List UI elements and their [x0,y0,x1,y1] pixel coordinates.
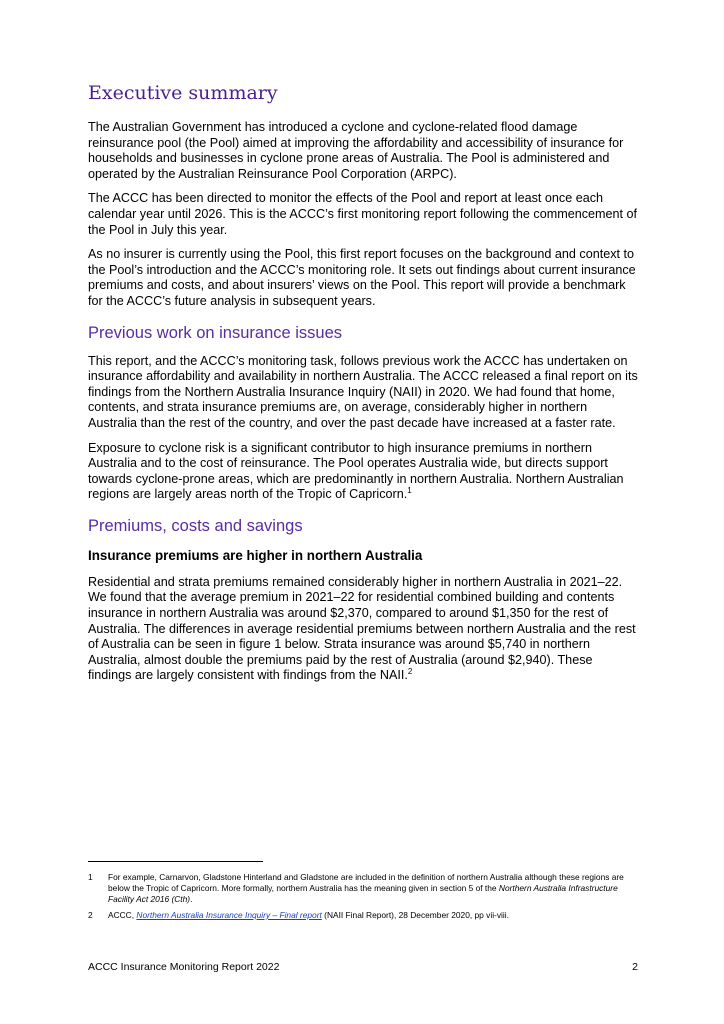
footnote-text [108,910,638,921]
exec-paragraph-2: The ACCC has been directed to monitor the effects of the Pool and report at least once each calendar year until 2026. This is the ACCC’s first monitoring report following the commencement of the Pool in July this year. [88,191,638,237]
footnote-number: 2 [88,910,93,920]
footnote-1-act-title: Northern Australia Infrastructure Facility Act 2016 (Cth) [108,883,618,904]
previous-work-paragraph-1: This report, and the ACCC’s monitoring task, follows previous work the ACCC has undertaken on insurance affordability and availability in northern Australia. The ACCC released a final report on its findings from the Northern Australia Insurance Inquiry (NAII) in 2020. We had found that home, contents, and strata insurance premiums are, on average, considerably higher in northern Australia than the rest of the country, and over the past decade have increased at a faster rate. [88,353,638,430]
footnote-1-text-a: For example, Carnarvon, Gladstone Hinterland and Gladstone are included in the definition of northern Australia although these regions are below the Tropic of Capricorn. More formally, northern Australia has the meaning given in section 5 of the [108,872,624,893]
footnote-ref-2[interactable]: 2 [407,667,413,677]
premiums-paragraph-1 [88,575,638,684]
footnote-1 [88,872,638,905]
exec-paragraph-1: The Australian Government has introduced a cyclone and cyclone-related flood damage reinsurance pool (the Pool) aimed at improving the affordability and accessibility of insurance for households and businesses in cyclone prone areas of Australia. The Pool is administered and operated by the Australian Reinsurance Pool Corporation (ARPC). [88,120,624,181]
exec-paragraph-3: As no insurer is currently using the Pool, this first report focuses on the background and context to the Pool’s introduction and the ACCC’s monitoring role. It sets out findings about current insurance premiums and costs, and about insurers’ views on the Pool. This report will provide a benchmark for the ACCC’s future analysis in subsequent years. [88,247,636,308]
page-number: 2 [632,961,638,973]
premiums-subheading: Insurance premiums are higher in northern Australia [88,547,423,563]
premiums-paragraph-1-text: Residential and strata premiums remained considerably higher in northern Australia in 2021–22. We found that the average premium in 2021–22 for residential combined building and contents insurance in northern Australia was around $2,370, compared to around $1,350 for the rest of Australia. The differences in average residential premiums between northern Australia and the rest of Australia can be seen in figure 1 below. Strata insurance was around $5,740 in northern Australia, almost double the premiums paid by the rest of Australia (around $2,940). These findings are largely consistent with findings from the NAII. [88,574,636,683]
footnote-number: 1 [88,872,93,882]
footnote-2-text-b: (NAII Final Report), 28 December 2020, pp vii-viii. [321,910,509,920]
footnote-text [108,872,638,905]
footnote-2-text-a: ACCC, [108,910,137,920]
premiums-heading: Premiums, costs and savings [88,516,303,535]
page-footer [88,961,638,973]
footer-report-title: ACCC Insurance Monitoring Report 2022 [88,961,280,973]
footnote-ref-1[interactable]: 1 [407,486,412,496]
footnotes [88,872,638,926]
main-content [88,80,638,693]
previous-work-heading: Previous work on insurance issues [88,323,343,342]
naii-report-link[interactable]: Northern Australia Insurance Inquiry – Final report [136,910,322,920]
footnote-2 [88,910,638,921]
footnote-divider [88,861,263,862]
executive-summary-heading: Executive summary [88,82,278,104]
previous-work-paragraph-2-text: Exposure to cyclone risk is a significant contributor to high insurance premiums in northern Australia and to the cost of reinsurance. The Pool operates Australia wide, but directs support towards cyclone-prone areas, which are predominantly in northern Australia. Northern Australian regions are largely areas north of the Tropic of Capricorn. [88,440,624,502]
previous-work-paragraph-2 [88,441,638,503]
footnote-1-text-b: . [190,894,193,904]
